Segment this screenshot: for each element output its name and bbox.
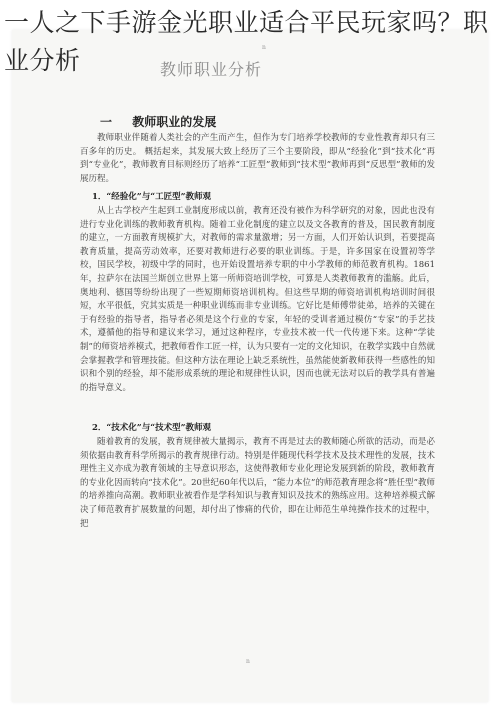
document-title: 教师职业分析 xyxy=(160,60,263,79)
intro-paragraph: 教师职业伴随着人类社会的产生而产生，但作为专门培养学校教师的专业性教育却只有三百多年的历史。 概括起来，其发展大致上经历了三个主要阶段，即从“经验化”到“技术化”再到“专业化”，教师教育目标则经历了培养“工匠型”教师到“技术型”教师再到“反思型”教师的发展历程。 xyxy=(80,133,435,184)
section-title: 教师职业的发展 xyxy=(132,115,217,129)
subheading-experience: 1．“经验化”与“工匠型”教师观 xyxy=(92,192,211,202)
section-heading xyxy=(100,113,216,130)
top-page-mark: n xyxy=(262,44,266,51)
subheading-technical: 2．“技术化”与“技术型”教师观 xyxy=(92,423,211,433)
page-footer-mark: n xyxy=(246,658,250,665)
section-number: 一 xyxy=(100,115,113,129)
page-headline: 一人之下手游金光职业适合平民玩家吗？职业分析 xyxy=(4,8,489,75)
paragraph-technical: 随着教育的发展，教育规律被大量揭示，教育不再是过去的教师随心所欲的活动，而是必须依据由教育科学所揭示的教育规律行动。特别是伴随现代科学技术及技术理性的发展，技术理性主义亦成为教育领域的主导意识形态，这使得教师专业化理论发展到新的阶段，教师教育的专业化因而转向“技术化”。20世纪60年代以后，“能力本位”的师范教育理念将“胜任型”教师的培养推向高潮。教师职业被看作是学科知识与教育知识及技术的熟练应用。这种培养模式解决了师范教育扩展数量的问题，却付出了惨痛的代价，即在让师范生单纯操作技术的过程中，把 xyxy=(80,437,435,529)
paragraph-experience: 从上古学校产生起到工业制度形成以前，教育还没有被作为科学研究的对象，因此也没有进行专业化训练的教师教育机构。随着工业化制度的建立以及文各教育的普及，国民教育制度的建立，一方面教育规模扩大，对教师的需求量激增；另一方面，人们开始认识到，若要提高教育质量，提高劳动效率，还要对教师进行必要的职业训练。于是，许多国家在设置初等学校，国民学校，初级中学的同时，也开始设置培养专职的中小学教师的师范教育机构。1861年，拉萨尔在法国兰斯创立世界上第一所师资培训学校，可算是人类教师教育的滥觞。此后，奥地利、德国等纷纷出现了一些短期师资培训机构。但这些早期的师资培训机构培训时间很短，水平很低，究其实质是一种职业训练而非专业训练。它好比是师傅带徒弟，培养的关键在于有经验的指导者，指导者必须是这个行业的专家，年轻的受训者通过模仿“专家”的手艺技术，遵循他的指导和建议来学习，通过这种程序，专业技术被一代一代传递下来。这种“学徒制”的师资培养模式，把教师看作工匠一样，认为只要有一定的文化知识，在教学实践中自然就会掌握教学和管理技能。但这种方法在理论上缺乏系统性，虽然能使新教师获得一些感性的知识和个别的经验，却不能形成系统的理论和规律性认识，因而也就无法对以后的教学具有普遍的指导意义。 xyxy=(80,206,435,393)
